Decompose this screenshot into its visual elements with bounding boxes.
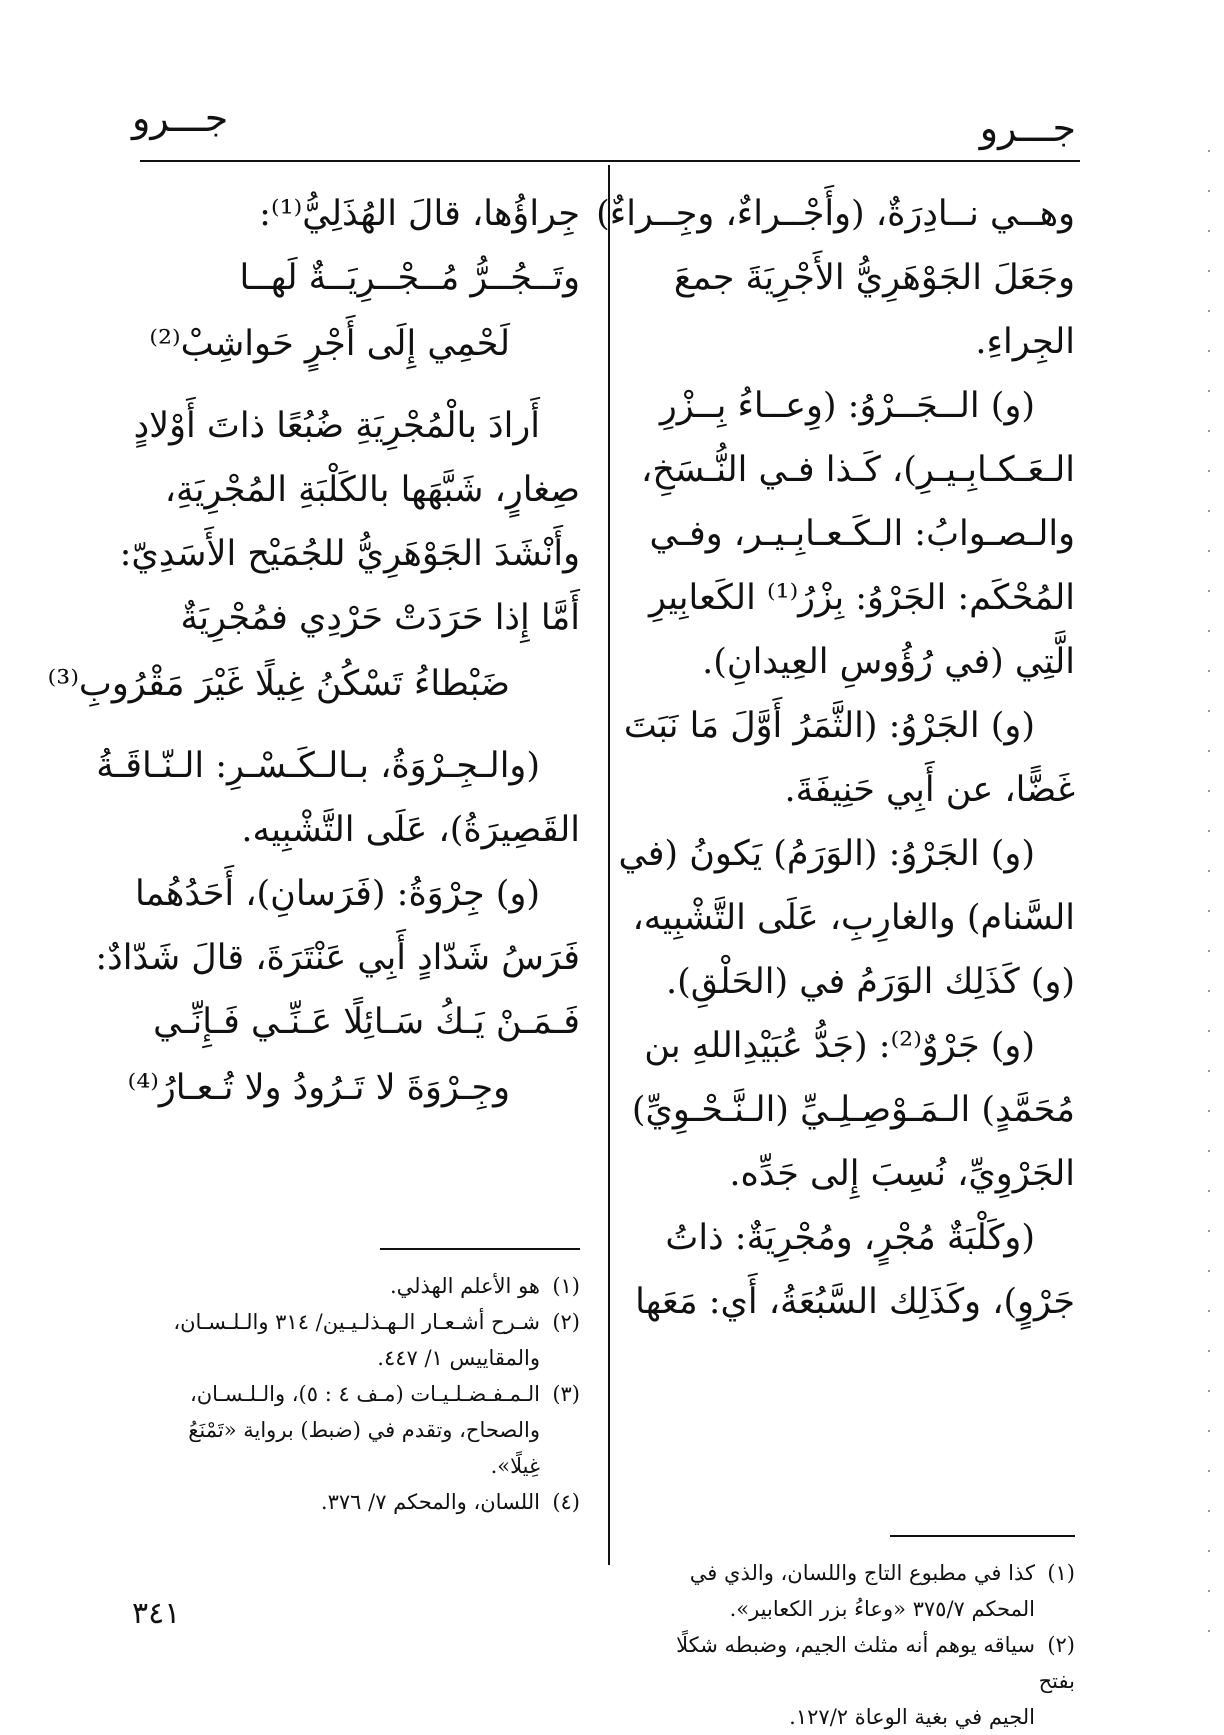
- footnote: [640, 1555, 1075, 1627]
- footnote-text: سياقه يوهم أنه مثلث الجيم، وضبطه شكلًا بفتح: [676, 1633, 1075, 1693]
- footnote-text: هو الأعلم الهذلي.: [389, 1274, 540, 1298]
- page-number: ٣٤١: [132, 1596, 181, 1631]
- footnote-number: (١): [552, 1274, 580, 1298]
- right-column: [596, 182, 1075, 1334]
- text-line: السَّنام) والغارِبِ، عَلَى التَّشْبِيه،: [632, 898, 1075, 938]
- running-header-right: جـــرو: [979, 106, 1076, 150]
- text-line: غَضًّا، عن أَبِي حَنِيفَةَ.: [784, 770, 1075, 810]
- footnote-text: كذا في مطبوع التاج واللسان، والذي في: [689, 1561, 1035, 1585]
- text-line: وهــي نــادِرَةٌ، (وأَجْــراءٌ، وجِــراءٌ): [596, 194, 1075, 234]
- text-line: الجَرْوِيِّ، نُسِبَ إِلى جَدِّه.: [729, 1154, 1075, 1194]
- footnote: [135, 1376, 580, 1484]
- text-line: (و) الجَرْوُ: (الوَرَمُ) يَكونُ (في: [618, 834, 1035, 874]
- footnote-number: (١): [1047, 1561, 1075, 1585]
- text-line: صِغارٍ، شَبَّهَها بالكَلْبَةِ المُجْرِيَةِ،: [164, 470, 580, 510]
- footnote-number: (٣): [552, 1382, 580, 1406]
- column-divider: [608, 165, 610, 1565]
- footnote-number: (٢): [1047, 1633, 1075, 1657]
- footnote-text: اللسان، والمحكم ٧/ ٣٧٦.: [320, 1490, 540, 1514]
- footnote-rule-left: [380, 1248, 580, 1250]
- text-line: (والـجِـرْوَةُ، بـالـكَـسْـرِ: الـنّـاقَـةُ: [96, 746, 540, 786]
- footnote-continuation: الجيم في بغية الوعاة ١٢٧/٢.: [789, 1705, 1035, 1729]
- text-line: (و) كَذَلِك الوَرَمُ في (الحَلْقِ).: [665, 962, 1075, 1002]
- text-line: الَّتِي (في رُؤُوسِ العِيدانِ).: [702, 642, 1075, 682]
- text-line: وأَنْشَدَ الجَوْهَرِيُّ للجُمَيْح الأَسَدِيّ:: [119, 534, 580, 574]
- verse-hemistich: لَحْمِي إِلَى أَجْرٍ حَواشِبْ⁽²⁾: [149, 324, 510, 364]
- footnote-continuation: والمقاييس ١/ ٤٤٧.: [377, 1346, 540, 1370]
- text-line: مُحَمَّدٍ) الـمَـوْصِـلِـيِّ (الـنَّـحْـوِيِّ): [631, 1090, 1075, 1130]
- text-line: وجَعَلَ الجَوْهَرِيُّ الأَجْرِيَةَ جمعَ: [673, 258, 1075, 298]
- footnotes-right: [640, 1555, 1075, 1735]
- text-line: أَرادَ بالْمُجْرِيَةِ ضُبُعًا ذاتَ أَوْلادٍ: [133, 406, 540, 446]
- footnote-continuation: المحكم ٣٧٥/٧ «وعاءُ بزر الكعابير».: [729, 1597, 1035, 1621]
- verse-hemistich: ضَبْطاءُ تَسْكُنُ غِيلًا غَيْرَ مَقْرُوبِ⁽³⁾: [47, 664, 510, 704]
- footnote-continuation: والصحاح، وتقدم في (ضبط) برواية «تَمْنَعُ غِيلًا».: [188, 1418, 540, 1478]
- running-header-left: جـــرو: [132, 96, 229, 140]
- verse-hemistich: وتَــجُــرُّ مُــجْــرِيَــةٌ لَهــا: [239, 258, 580, 298]
- left-column: [47, 182, 580, 1122]
- text-line: (و) جَرْوٌ⁽²⁾: (جَدُّ عُبَيْدِاللهِ بن: [644, 1026, 1035, 1066]
- footnote-text: الـمـفـضـلـيـات (مـف ٤ : ٥)، والـلـسـان،: [189, 1382, 540, 1406]
- verse-hemistich: أَمَّا إِذا حَرَدَتْ حَرْدِي فمُجْرِيَةٌ: [180, 598, 580, 638]
- footnote-number: (٤): [552, 1490, 580, 1514]
- text-line: القَصِيرَةُ)، عَلَى التَّشْبِيه.: [241, 810, 580, 850]
- text-line: (و) الجَرْوُ: (الثَّمَرُ أَوَّلَ مَا نَبَتَ: [623, 706, 1035, 746]
- verse-hemistich: فَـمَـنْ يَـكُ سَـائِلًا عَـنِّـي فَـإِنِّـي: [153, 1002, 580, 1042]
- scan-edge-marks: [1208, 150, 1210, 1670]
- text-line: جَرْوٍ)، وكَذَلِك السَّبُعَةُ، أَي: مَعَها: [635, 1282, 1075, 1322]
- footnote-number: (٢): [552, 1310, 580, 1334]
- text-line: الـعَـكـابِـيـرِ)، كَـذا فـي النُّـسَخِ،: [641, 450, 1075, 490]
- text-line: فَرَسُ شَدّادٍ أَبِي عَنْتَرَةَ، قالَ شَدّادٌ:: [95, 938, 580, 978]
- footnote: [135, 1268, 580, 1304]
- header-rule: [140, 160, 1080, 162]
- footnote: [135, 1304, 580, 1376]
- verse-hemistich: وجِـرْوَةَ لا تَـرُودُ ولا تُـعـارُ⁽⁴⁾: [127, 1068, 510, 1108]
- text-line: (و) جِرْوَةُ: (فَرَسانِ)، أَحَدُهُما: [135, 874, 540, 914]
- text-line: (وكَلْبَةٌ مُجْرٍ، ومُجْرِيَةٌ: ذاتُ: [665, 1218, 1035, 1258]
- footnotes-left: [135, 1268, 580, 1520]
- footnote-text: شـرح أشـعـار الـهـذلـيـين/ ٣١٤ والـلـسـان،: [173, 1310, 540, 1334]
- footnote-rule-right: [890, 1535, 1075, 1537]
- footnote: [640, 1627, 1075, 1735]
- text-line: والـصـوابُ: الـكَـعـابِـيـر، وفـي: [649, 514, 1075, 554]
- text-line: المُحْكَم: الجَرْوُ: بِزْرُ⁽¹⁾ الكَعابِيرِ: [648, 578, 1075, 618]
- text-line: جِراؤُها، قالَ الهُذَلِيُّ⁽¹⁾:: [259, 194, 580, 234]
- text-line: الجِراءِ.: [975, 322, 1075, 362]
- text-line: (و) الــجَــرْوُ: (وِعــاءُ بِــزْرِ: [659, 386, 1035, 426]
- footnote: [135, 1484, 580, 1520]
